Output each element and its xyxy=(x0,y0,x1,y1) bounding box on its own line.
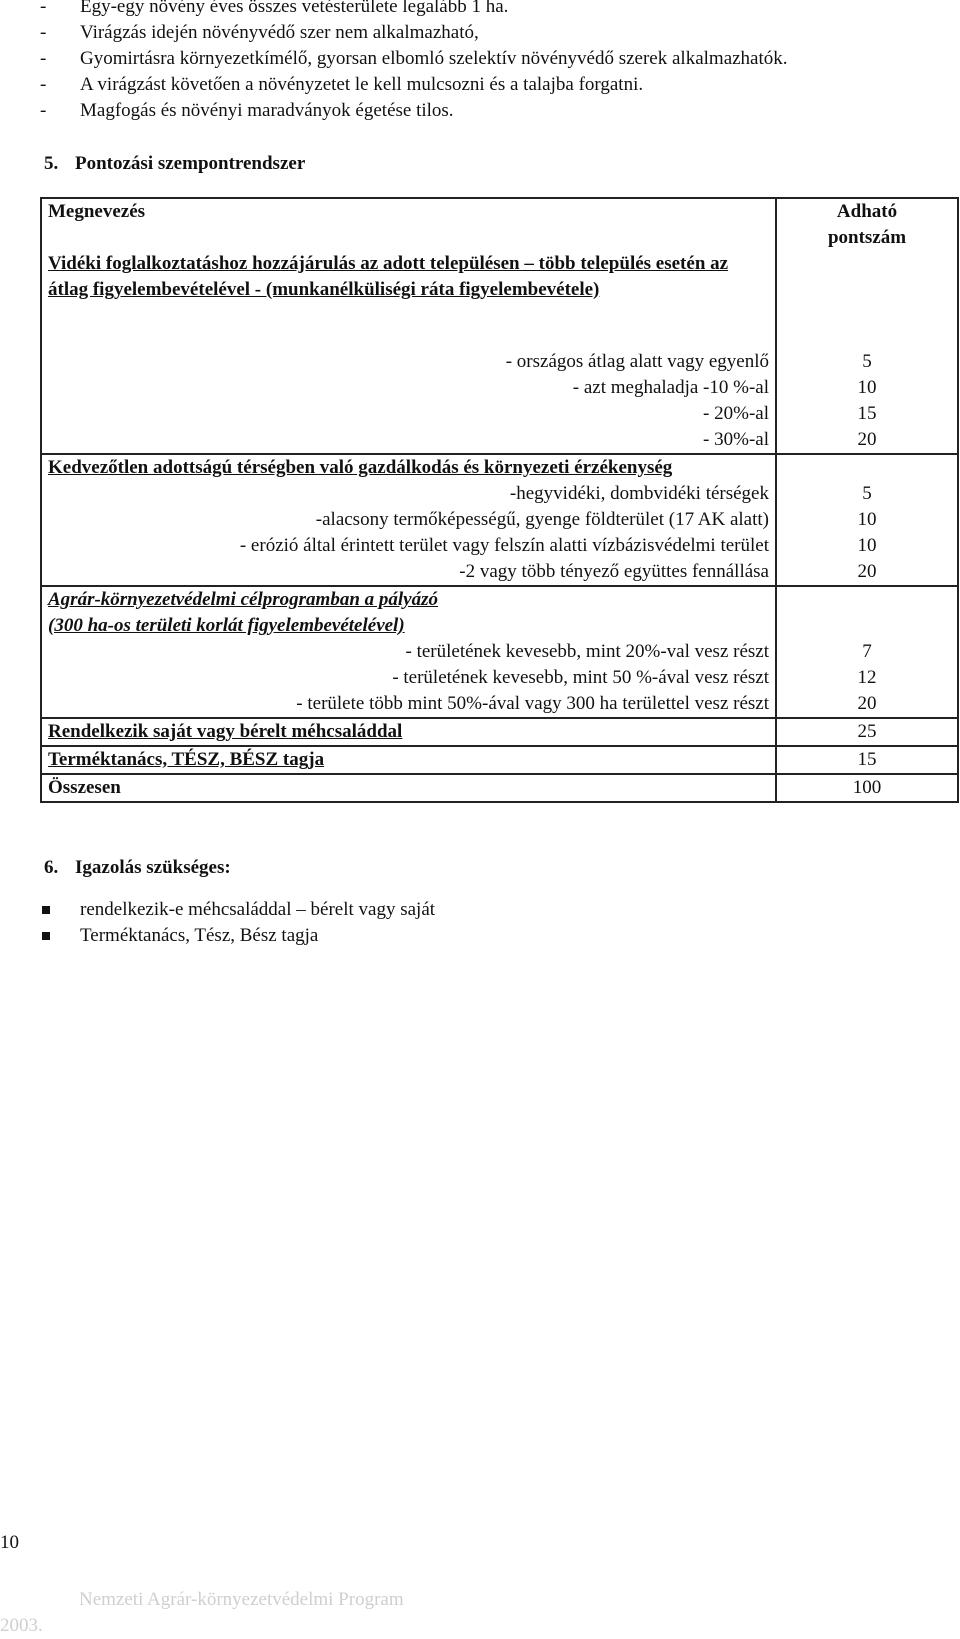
group-title-agri-env-program xyxy=(41,586,776,639)
row-label: - országos átlag alatt vagy egyenlő xyxy=(41,349,776,375)
list-item-text: Virágzás idején növényvédő szer nem alkalmazható, xyxy=(80,22,479,43)
header-points: Adható pontszám xyxy=(776,198,958,349)
list-item-text: Terméktanács, Tész, Bész tagja xyxy=(80,925,319,946)
square-bullet-icon xyxy=(42,906,50,914)
row-points: 12 xyxy=(776,665,958,691)
row-label: - területének kevesebb, mint 50 %-ával vesz részt xyxy=(41,665,776,691)
table-row xyxy=(41,427,958,454)
intro-conditions-list xyxy=(40,0,940,124)
required-proof-list xyxy=(40,897,435,949)
section-6-heading xyxy=(44,855,231,881)
header-name: Megnevezés xyxy=(41,198,776,251)
list-item: - Egy-egy növény éves összes vetésterülete legalább 1 ha. xyxy=(40,0,940,20)
table-row xyxy=(41,349,958,375)
list-item: - Gyomirtásra környezetkímélő, gyorsan elbomló szelektív növényvédő szerek alkalmazhatók. xyxy=(40,48,788,69)
row-label: -alacsony termőképességű, gyenge földterület (17 AK alatt) xyxy=(41,507,776,533)
list-item: - Magfogás és növényi maradványok égetése tilos. xyxy=(40,100,454,121)
list-item-text: Gyomirtásra környezetkímélő, gyorsan elbomló szelektív növényvédő szerek alkalmazhatók. xyxy=(80,48,788,69)
row-points: 5 xyxy=(776,481,958,507)
row-label-council-member: Terméktanács, TÉSZ, BÉSZ tagja xyxy=(41,746,776,774)
row-points: 5 xyxy=(776,349,958,375)
row-points: 10 xyxy=(776,507,958,533)
row-label: -2 vagy több tényező együttes fennállása xyxy=(41,559,776,586)
list-item xyxy=(40,923,435,949)
row-label-total: Összesen xyxy=(41,774,776,802)
row-points: 7 xyxy=(776,639,958,665)
list-item-text: A virágzást követően a növényzetet le kell mulcsozni és a talajba forgatni. xyxy=(80,74,644,95)
footer-year: 2003. xyxy=(0,1615,43,1636)
row-points: 10 xyxy=(776,533,958,559)
table-row xyxy=(41,375,958,401)
list-item xyxy=(40,897,435,923)
row-label: - erózió által érintett terület vagy felszín alatti vízbázisvédelmi terület xyxy=(41,533,776,559)
table-row xyxy=(41,533,958,559)
section-number: 6. xyxy=(44,857,59,878)
group-title-line: (300 ha-os területi korlát figyelembevételével) xyxy=(48,615,405,636)
table-row xyxy=(41,665,958,691)
table-row xyxy=(41,454,958,481)
group-title-disadvantaged-area: Kedvezőtlen adottságú térségben való gazdálkodás és környezeti érzékenység xyxy=(41,454,776,481)
row-points: 25 xyxy=(776,718,958,746)
row-points-total: 100 xyxy=(776,774,958,802)
section-5-heading xyxy=(44,151,305,177)
table-row xyxy=(41,586,958,639)
section-title: Pontozási szempontrendszer xyxy=(75,153,306,174)
table-row xyxy=(41,481,958,507)
footer-program-name: Nemzeti Agrár-környezetvédelmi Program xyxy=(79,1589,404,1610)
scoring-table xyxy=(40,197,959,803)
row-points: 20 xyxy=(776,559,958,586)
table-row xyxy=(41,774,958,802)
row-points: 20 xyxy=(776,427,958,454)
row-label-beekeeping: Rendelkezik saját vagy bérelt méhcsaláddal xyxy=(41,718,776,746)
row-label: - 20%-al xyxy=(41,401,776,427)
square-bullet-icon xyxy=(42,932,50,940)
row-points: 15 xyxy=(776,401,958,427)
row-points: 15 xyxy=(776,746,958,774)
page-number: 10 xyxy=(0,1532,19,1553)
group-title-line: Agrár-környezetvédelmi célprogramban a pályázó xyxy=(48,589,438,610)
row-points: 10 xyxy=(776,375,958,401)
row-label: - területe több mint 50%-ával vagy 300 ha területtel vesz részt xyxy=(41,691,776,718)
list-item-text: rendelkezik-e méhcsaláddal – bérelt vagy saját xyxy=(80,899,436,920)
list-item-text: Egy-egy növény éves összes vetésterülete legalább 1 ha. xyxy=(80,0,509,17)
row-points: 20 xyxy=(776,691,958,718)
list-item: - Virágzás idején növényvédő szer nem alkalmazható, xyxy=(40,22,479,43)
row-label: -hegyvidéki, dombvidéki térségek xyxy=(41,481,776,507)
group-title-employment: Vidéki foglalkoztatáshoz hozzájárulás az adott településen – több település esetén az átlag figyelembevételével - (munkanélküliségi ráta figyelembevétele) xyxy=(41,251,776,349)
table-header-row xyxy=(41,198,958,251)
table-row xyxy=(41,639,958,665)
table-row xyxy=(41,691,958,718)
list-item-text: Magfogás és növényi maradványok égetése tilos. xyxy=(80,100,454,121)
table-row xyxy=(41,401,958,427)
list-item: - A virágzást követően a növényzetet le kell mulcsozni és a talajba forgatni. xyxy=(40,74,644,95)
row-label: - azt meghaladja -10 %-al xyxy=(41,375,776,401)
table-row xyxy=(41,718,958,746)
section-title: Igazolás szükséges: xyxy=(75,857,231,878)
table-row xyxy=(41,559,958,586)
table-row xyxy=(41,507,958,533)
row-label: - területének kevesebb, mint 20%-val vesz részt xyxy=(41,639,776,665)
table-row xyxy=(41,746,958,774)
section-number: 5. xyxy=(44,153,59,174)
row-label: - 30%-al xyxy=(41,427,776,454)
